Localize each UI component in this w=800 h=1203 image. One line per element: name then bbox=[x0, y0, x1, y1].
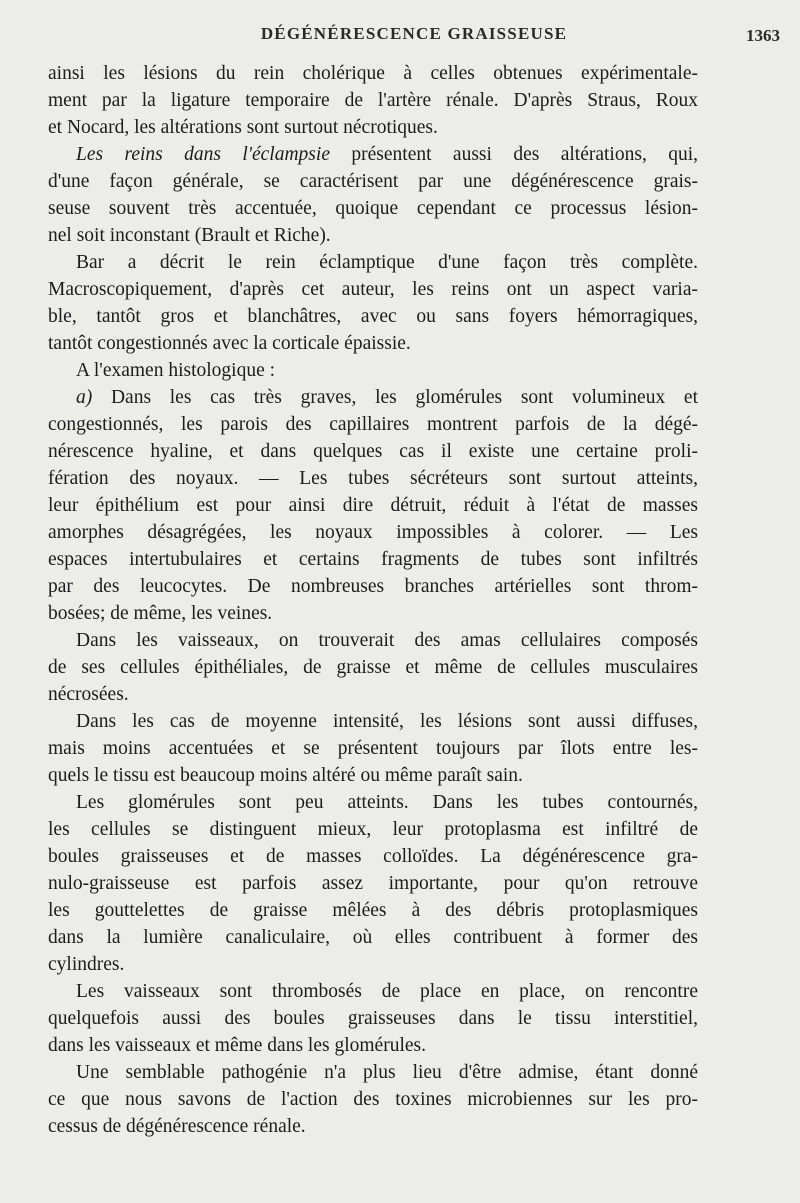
text-line bbox=[48, 492, 698, 519]
line-text: et Nocard, les altérations sont surtout nécrotiques. bbox=[48, 117, 438, 138]
text-line bbox=[48, 843, 698, 870]
text-line bbox=[48, 303, 698, 330]
line-text: ble, tantôt gros et blanchâtres, avec ou sans foyers hémorragiques, bbox=[48, 306, 698, 327]
line-text: congestionnés, les parois des capillaires montrent parfois de la dégé- bbox=[48, 414, 698, 435]
line-text: de ses cellules épithéliales, de graisse et même de cellules musculaires bbox=[48, 657, 698, 678]
paragraph bbox=[48, 357, 698, 384]
text-line bbox=[48, 870, 698, 897]
line-text: présentent aussi des altérations, qui, bbox=[329, 144, 698, 165]
running-head: DÉGÉNÉRESCENCE GRAISSEUSE bbox=[260, 24, 568, 43]
line-text: Les vaisseaux sont thrombosés de place en place, on rencontre bbox=[76, 981, 698, 1002]
text-line bbox=[48, 465, 698, 492]
text-line bbox=[48, 1113, 698, 1140]
text-line bbox=[48, 168, 698, 195]
line-text: par des leucocytes. De nombreuses branches artérielles sont throm- bbox=[48, 576, 698, 597]
text-line bbox=[48, 708, 698, 735]
text-line bbox=[48, 573, 698, 600]
text-line bbox=[48, 1032, 698, 1059]
line-text: quelquefois aussi des boules graisseuses dans le tissu interstitiel, bbox=[48, 1008, 698, 1029]
line-text: amorphes désagrégées, les noyaux impossibles à colorer. — Les bbox=[48, 522, 698, 543]
line-text: nérescence hyaline, et dans quelques cas il existe une certaine proli- bbox=[48, 441, 698, 462]
text-line bbox=[48, 330, 698, 357]
line-text: tantôt congestionnés avec la corticale épaissie. bbox=[48, 333, 411, 354]
paragraph bbox=[48, 384, 698, 627]
line-text: A l'examen histologique : bbox=[76, 360, 276, 381]
line-text: dans les vaisseaux et même dans les glomérules. bbox=[48, 1035, 426, 1056]
page-number: 1363 bbox=[746, 26, 780, 45]
line-text: fération des noyaux. — Les tubes sécréteurs sont surtout atteints, bbox=[48, 468, 698, 489]
italic-lead: Les reins dans l'éclampsie bbox=[76, 144, 330, 165]
line-text: nel soit inconstant (Brault et Riche). bbox=[48, 225, 331, 246]
paragraph bbox=[48, 1059, 698, 1140]
text-line bbox=[48, 276, 698, 303]
page-body bbox=[48, 60, 698, 1140]
text-line bbox=[48, 141, 698, 168]
text-line bbox=[48, 411, 698, 438]
line-text: ce que nous savons de l'action des toxines microbiennes sur les pro- bbox=[48, 1089, 698, 1110]
text-line bbox=[48, 87, 698, 114]
text-line bbox=[48, 1086, 698, 1113]
text-line bbox=[48, 951, 698, 978]
line-text: boules graisseuses et de masses colloïdes. La dégénérescence gra- bbox=[48, 846, 698, 867]
paragraph bbox=[48, 141, 698, 249]
text-line bbox=[48, 195, 698, 222]
paragraph bbox=[48, 249, 698, 357]
text-line bbox=[48, 978, 698, 1005]
page-header bbox=[48, 24, 780, 50]
line-text: les gouttelettes de graisse mêlées à des débris protoplasmiques bbox=[48, 900, 698, 921]
text-line bbox=[48, 60, 698, 87]
line-text: espaces intertubulaires et certains fragments de tubes sont infiltrés bbox=[48, 549, 698, 570]
line-text: Bar a décrit le rein éclamptique d'une façon très complète. bbox=[76, 252, 698, 273]
paragraph bbox=[48, 627, 698, 708]
text-line bbox=[48, 816, 698, 843]
line-text: les cellules se distinguent mieux, leur protoplasma est infiltré de bbox=[48, 819, 698, 840]
paragraph bbox=[48, 708, 698, 789]
line-text: d'une façon générale, se caractérisent par une dégénérescence grais- bbox=[48, 171, 698, 192]
text-line bbox=[48, 654, 698, 681]
paragraph bbox=[48, 60, 698, 141]
text-line bbox=[48, 1059, 698, 1086]
text-line bbox=[48, 222, 698, 249]
line-text: leur épithélium est pour ainsi dire détruit, réduit à l'état de masses bbox=[48, 495, 698, 516]
line-text: Macroscopiquement, d'après cet auteur, les reins ont un aspect varia- bbox=[48, 279, 698, 300]
line-text: Dans les vaisseaux, on trouverait des amas cellulaires composés bbox=[76, 630, 698, 651]
line-text: Les glomérules sont peu atteints. Dans les tubes contournés, bbox=[76, 792, 698, 813]
text-line bbox=[48, 357, 698, 384]
text-line bbox=[48, 924, 698, 951]
text-line bbox=[48, 1005, 698, 1032]
text-line bbox=[48, 600, 698, 627]
line-text: nécrosées. bbox=[48, 684, 129, 705]
paragraph bbox=[48, 789, 698, 978]
line-text: Dans les cas de moyenne intensité, les lésions sont aussi diffuses, bbox=[76, 711, 698, 732]
line-text: cylindres. bbox=[48, 954, 125, 975]
text-line bbox=[48, 627, 698, 654]
line-text: bosées; de même, les veines. bbox=[48, 603, 273, 624]
paragraph bbox=[48, 978, 698, 1059]
line-text: Une semblable pathogénie n'a plus lieu d'être admise, étant donné bbox=[76, 1062, 698, 1083]
text-line bbox=[48, 735, 698, 762]
line-text: Dans les cas très graves, les glomérules sont volumineux et bbox=[92, 387, 698, 408]
line-text: dans la lumière canaliculaire, où elles contribuent à former des bbox=[48, 927, 698, 948]
line-text: quels le tissu est beaucoup moins altéré ou même paraît sain. bbox=[48, 765, 523, 786]
line-text: ment par la ligature temporaire de l'artère rénale. D'après Straus, Roux bbox=[48, 90, 698, 111]
text-line bbox=[48, 384, 698, 411]
text-line bbox=[48, 546, 698, 573]
text-line bbox=[48, 762, 698, 789]
line-text: seuse souvent très accentuée, quoique cependant ce processus lésion- bbox=[48, 198, 698, 219]
line-text: ainsi les lésions du rein cholérique à celles obtenues expérimentale- bbox=[48, 63, 698, 84]
line-text: nulo-graisseuse est parfois assez importante, pour qu'on retrouve bbox=[48, 873, 698, 894]
line-text: mais moins accentuées et se présentent toujours par îlots entre les- bbox=[48, 738, 698, 759]
text-line bbox=[48, 438, 698, 465]
line-text: cessus de dégénérescence rénale. bbox=[48, 1116, 306, 1137]
text-line bbox=[48, 249, 698, 276]
text-line bbox=[48, 114, 698, 141]
text-line bbox=[48, 681, 698, 708]
text-line bbox=[48, 519, 698, 546]
text-line bbox=[48, 789, 698, 816]
italic-lead: a) bbox=[76, 387, 93, 408]
text-line bbox=[48, 897, 698, 924]
